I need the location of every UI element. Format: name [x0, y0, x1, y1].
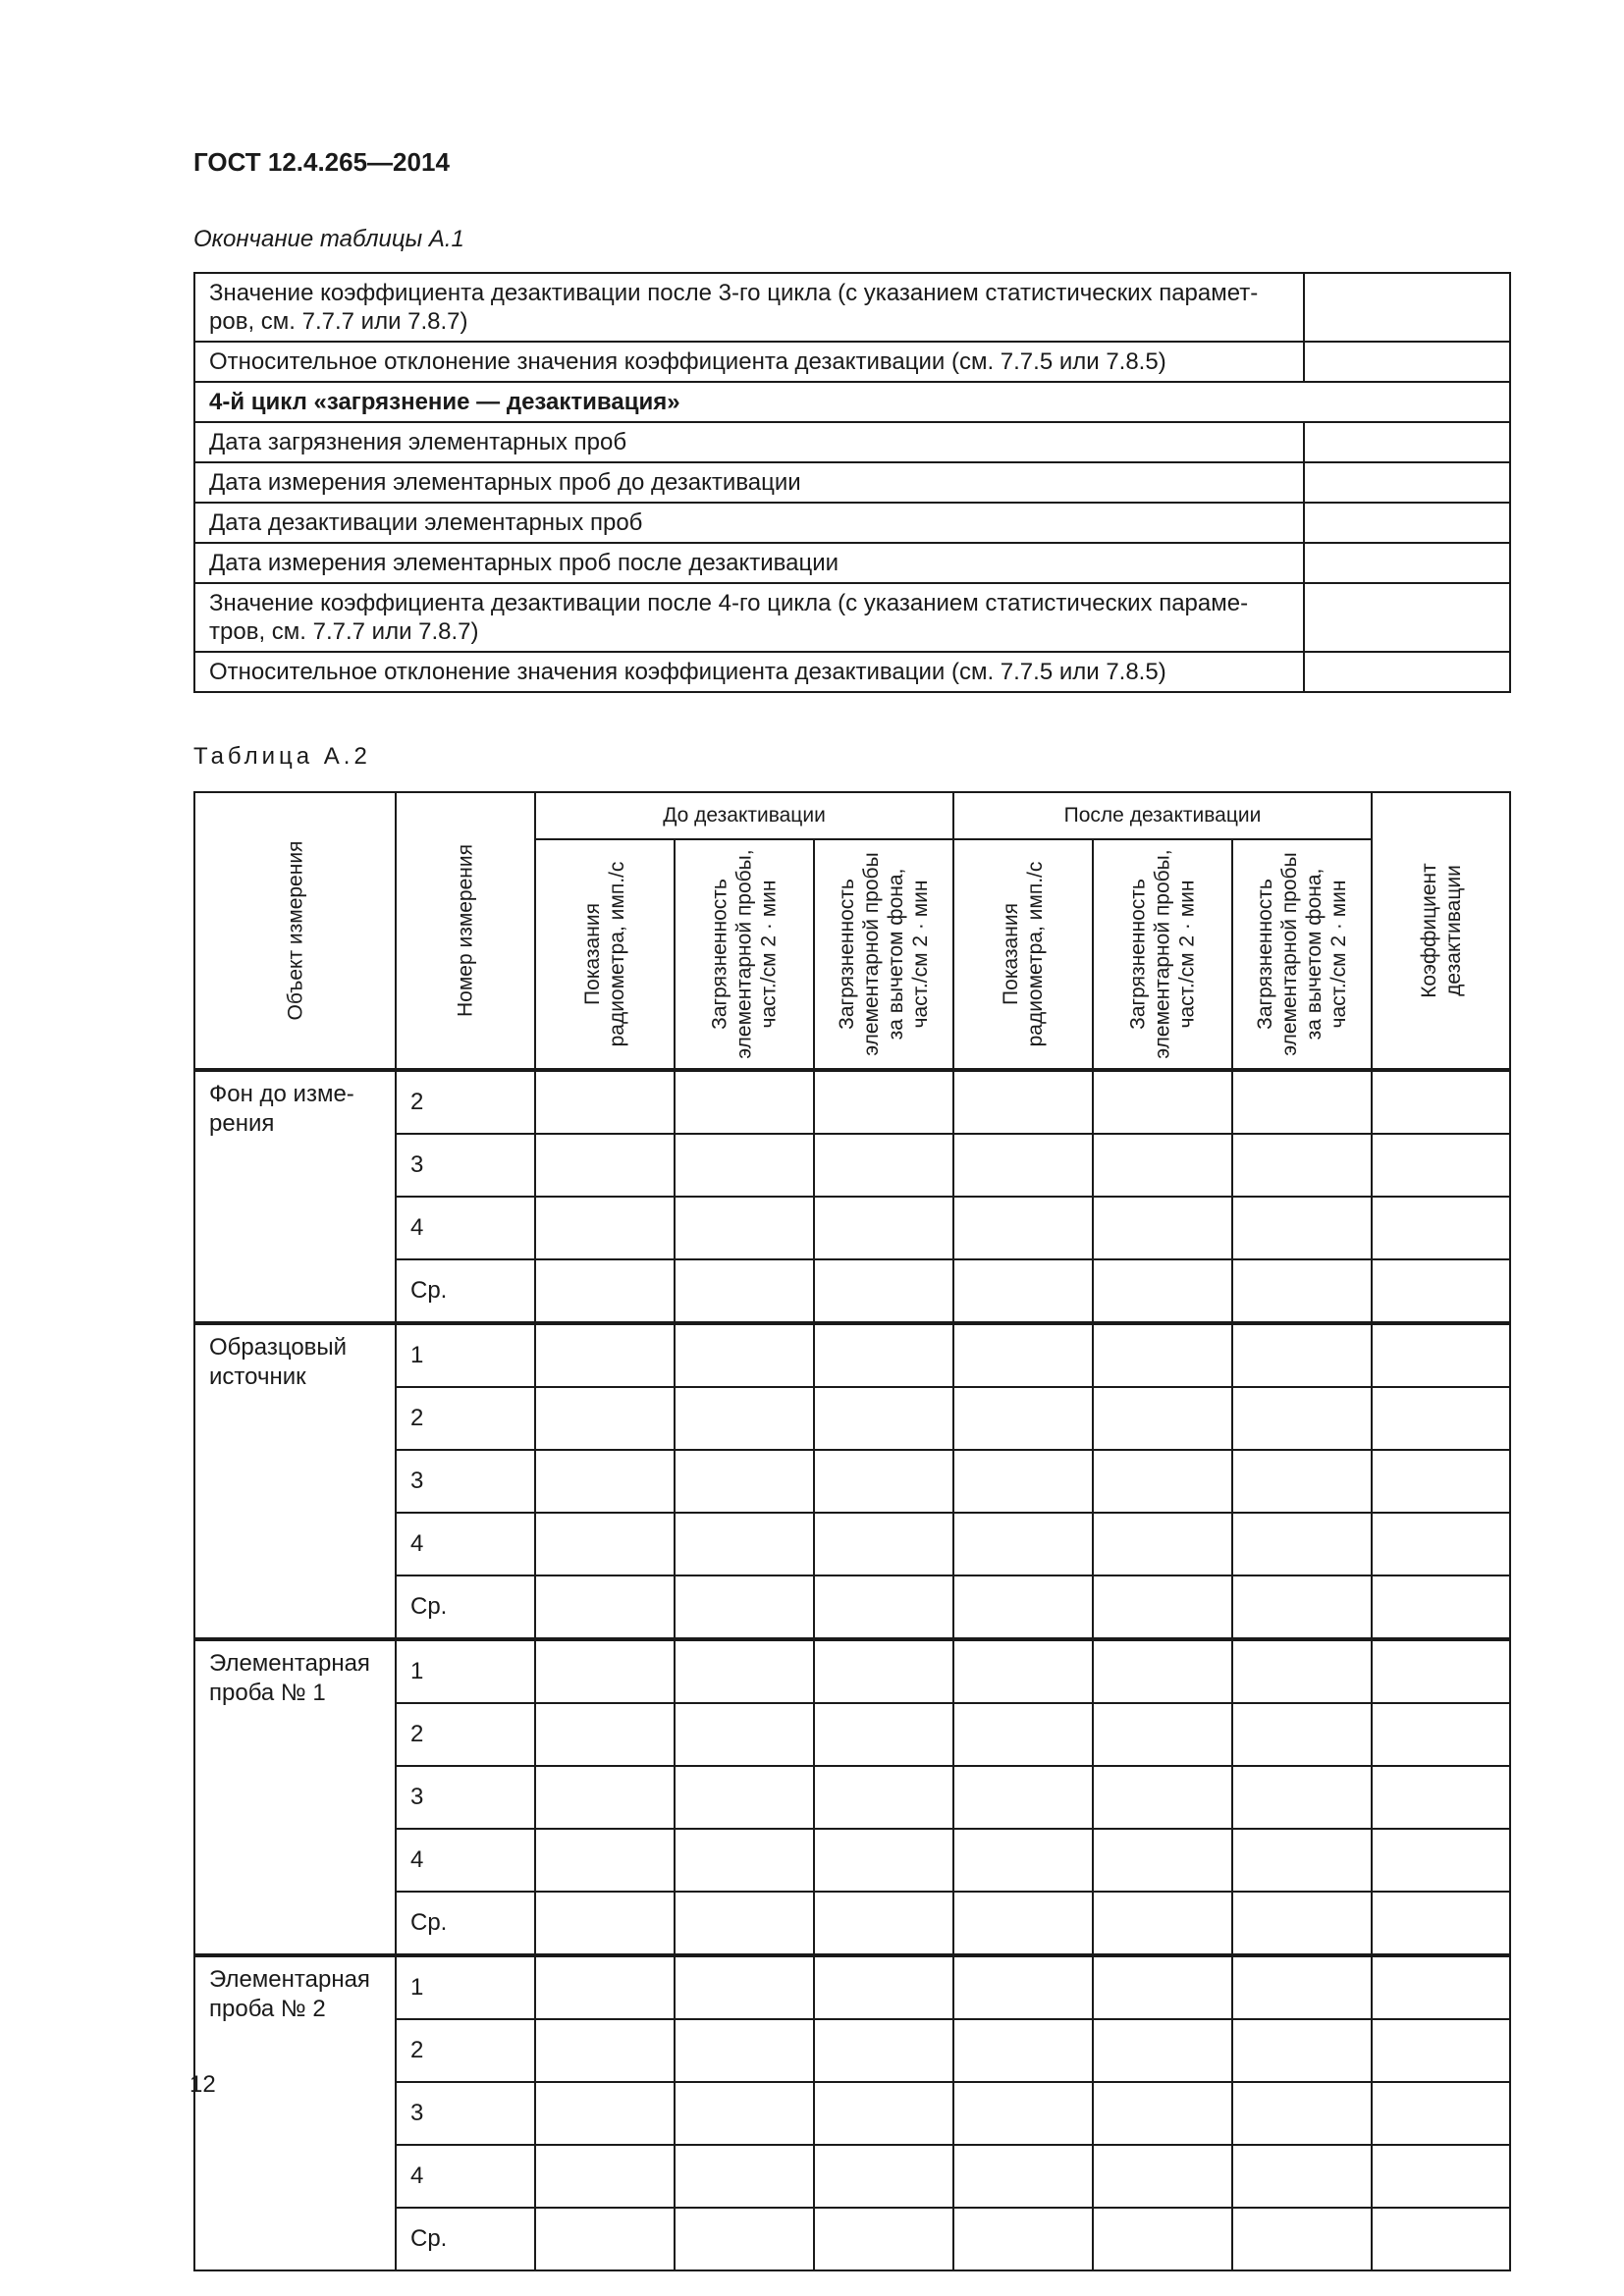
data-entry-cell[interactable] [535, 2208, 675, 2270]
data-entry-cell[interactable] [953, 1323, 1093, 1387]
table-a1 [193, 272, 1511, 693]
data-entry-cell[interactable] [953, 2019, 1093, 2082]
data-entry-cell[interactable] [814, 1703, 953, 1766]
data-entry-cell[interactable] [1093, 2208, 1232, 2270]
page-number: 12 [189, 2071, 216, 2098]
object-cell: Образцовый источник [194, 1323, 396, 1639]
measurement-number-cell: 2 [396, 1703, 535, 1766]
data-entry-cell[interactable] [814, 1766, 953, 1829]
data-entry-cell[interactable] [1232, 1639, 1372, 1703]
data-entry-cell[interactable] [675, 1070, 814, 1134]
data-entry-cell[interactable] [535, 1639, 675, 1703]
data-entry-cell[interactable] [1093, 1575, 1232, 1639]
measurement-number-cell: 1 [396, 1955, 535, 2019]
data-entry-cell[interactable] [535, 1575, 675, 1639]
data-entry-cell[interactable] [814, 1892, 953, 1955]
measurement-number-cell: 2 [396, 2019, 535, 2082]
row-label: Значение коэффициента дезактивации после 4-го цикла (с указанием статистических параме-тров, см. 7.7.7 или 7.8.7) [194, 583, 1304, 652]
data-entry-cell[interactable] [1372, 1323, 1510, 1387]
measurement-number-cell: 4 [396, 1829, 535, 1892]
data-entry-cell[interactable] [1372, 1134, 1510, 1197]
data-entry-cell[interactable] [1232, 2208, 1372, 2270]
row-label: Значение коэффициента дезактивации после 3-го цикла (с указанием статистических парамет-ров, см. 7.7.7 или 7.8.7) [194, 273, 1304, 342]
table-a1-row [194, 342, 1510, 382]
data-entry-cell[interactable] [1372, 1070, 1510, 1134]
data-entry-cell[interactable] [1093, 1703, 1232, 1766]
row-value-cell[interactable] [1304, 462, 1510, 503]
data-entry-cell[interactable] [953, 1829, 1093, 1892]
data-entry-cell[interactable] [1232, 1703, 1372, 1766]
data-entry-cell[interactable] [1093, 1387, 1232, 1450]
measurement-number-cell: 3 [396, 2082, 535, 2145]
document-code: ГОСТ 12.4.265—2014 [193, 147, 450, 177]
data-entry-cell[interactable] [1372, 1259, 1510, 1323]
data-entry-cell[interactable] [675, 1639, 814, 1703]
table-a1-row [194, 273, 1510, 342]
data-entry-cell[interactable] [1372, 1513, 1510, 1575]
data-entry-cell[interactable] [1372, 1639, 1510, 1703]
data-entry-cell[interactable] [535, 1829, 675, 1892]
measurement-number-cell: 4 [396, 1197, 535, 1259]
data-entry-cell[interactable] [814, 1575, 953, 1639]
data-entry-cell[interactable] [1372, 1892, 1510, 1955]
data-entry-cell[interactable] [1372, 1766, 1510, 1829]
data-entry-cell[interactable] [1372, 2145, 1510, 2208]
data-entry-cell[interactable] [675, 1513, 814, 1575]
measurement-number-cell: Ср. [396, 2208, 535, 2270]
data-entry-cell[interactable] [953, 1892, 1093, 1955]
data-entry-cell[interactable] [1093, 2145, 1232, 2208]
measurement-number-cell: 1 [396, 1639, 535, 1703]
data-entry-cell[interactable] [814, 1639, 953, 1703]
data-entry-cell[interactable] [1232, 1134, 1372, 1197]
data-entry-cell[interactable] [1372, 1829, 1510, 1892]
data-entry-cell[interactable] [1372, 1955, 1510, 2019]
data-entry-cell[interactable] [535, 1703, 675, 1766]
data-entry-cell[interactable] [1093, 1766, 1232, 1829]
data-entry-cell[interactable] [535, 1387, 675, 1450]
data-entry-cell[interactable] [953, 1259, 1093, 1323]
data-entry-cell[interactable] [953, 1955, 1093, 2019]
data-entry-cell[interactable] [953, 1197, 1093, 1259]
header-before-net-contamination: Загрязненность элементарной пробы за вычетом фона, част./см 2 · мин [814, 839, 953, 1070]
data-entry-cell[interactable] [675, 1259, 814, 1323]
data-entry-cell[interactable] [1093, 1259, 1232, 1323]
data-entry-cell[interactable] [1093, 1639, 1232, 1703]
data-entry-cell[interactable] [1093, 1323, 1232, 1387]
data-entry-cell[interactable] [1232, 1513, 1372, 1575]
data-entry-cell[interactable] [675, 2019, 814, 2082]
data-entry-cell[interactable] [1232, 1450, 1372, 1513]
data-entry-cell[interactable] [814, 1323, 953, 1387]
data-entry-cell[interactable] [814, 2082, 953, 2145]
data-entry-cell[interactable] [1232, 2019, 1372, 2082]
data-entry-cell[interactable] [814, 1070, 953, 1134]
data-entry-cell[interactable] [1372, 2082, 1510, 2145]
data-entry-cell[interactable] [535, 1450, 675, 1513]
data-entry-cell[interactable] [675, 1575, 814, 1639]
data-entry-cell[interactable] [814, 1197, 953, 1259]
data-entry-cell[interactable] [1093, 1892, 1232, 1955]
data-entry-cell[interactable] [953, 2145, 1093, 2208]
data-entry-cell[interactable] [1232, 1387, 1372, 1450]
data-entry-cell[interactable] [1093, 1070, 1232, 1134]
data-entry-cell[interactable] [814, 1259, 953, 1323]
data-entry-cell[interactable] [814, 2145, 953, 2208]
data-entry-cell[interactable] [953, 1450, 1093, 1513]
table-a1-row [194, 422, 1510, 462]
measurement-number-cell: Ср. [396, 1892, 535, 1955]
section-heading: 4-й цикл «загрязнение — дезактивация» [194, 382, 1510, 422]
data-entry-cell[interactable] [1232, 1197, 1372, 1259]
data-entry-cell[interactable] [953, 1134, 1093, 1197]
data-entry-cell[interactable] [535, 1134, 675, 1197]
data-entry-cell[interactable] [814, 1387, 953, 1450]
data-entry-cell[interactable] [1093, 1955, 1232, 2019]
header-before-contamination: Загрязненность элементарной пробы, част./см 2 · мин [675, 839, 814, 1070]
data-entry-cell[interactable] [1232, 1892, 1372, 1955]
table-a1-row [194, 543, 1510, 583]
data-entry-cell[interactable] [1232, 1259, 1372, 1323]
data-entry-cell[interactable] [953, 1639, 1093, 1703]
data-entry-cell[interactable] [814, 2208, 953, 2270]
row-value-cell[interactable] [1304, 583, 1510, 652]
data-entry-cell[interactable] [675, 2082, 814, 2145]
data-entry-cell[interactable] [1093, 1829, 1232, 1892]
data-entry-cell[interactable] [675, 1766, 814, 1829]
row-value-cell[interactable] [1304, 422, 1510, 462]
data-entry-cell[interactable] [675, 1955, 814, 2019]
data-entry-cell[interactable] [1232, 1070, 1372, 1134]
table-a2 [193, 791, 1511, 2271]
data-entry-cell[interactable] [535, 1259, 675, 1323]
data-entry-cell[interactable] [953, 1703, 1093, 1766]
data-entry-cell[interactable] [675, 1450, 814, 1513]
data-entry-cell[interactable] [1093, 1134, 1232, 1197]
data-entry-cell[interactable] [675, 1323, 814, 1387]
header-before: До дезактивации [535, 792, 953, 839]
data-entry-cell[interactable] [535, 1513, 675, 1575]
header-after-contamination: Загрязненность элементарной пробы, част./см 2 · мин [1093, 839, 1232, 1070]
header-after-net-contamination: Загрязненность элементарной пробы за вычетом фона, част./см 2 · мин [1232, 839, 1372, 1070]
data-entry-cell[interactable] [535, 2145, 675, 2208]
data-entry-cell[interactable] [814, 1829, 953, 1892]
data-entry-cell[interactable] [953, 1070, 1093, 1134]
data-entry-cell[interactable] [814, 1955, 953, 2019]
table-row [194, 1323, 1510, 1387]
table-a2-caption: Таблица А.2 [193, 743, 371, 770]
data-entry-cell[interactable] [953, 1766, 1093, 1829]
data-entry-cell[interactable] [535, 1197, 675, 1259]
data-entry-cell[interactable] [675, 2145, 814, 2208]
data-entry-cell[interactable] [675, 1387, 814, 1450]
data-entry-cell[interactable] [814, 1513, 953, 1575]
object-cell: Элементарная проба № 1 [194, 1639, 396, 1955]
table-a1-row [194, 382, 1510, 422]
table-a1-row [194, 462, 1510, 503]
data-entry-cell[interactable] [675, 1703, 814, 1766]
row-value-cell[interactable] [1304, 273, 1510, 342]
data-entry-cell[interactable] [1232, 2082, 1372, 2145]
object-cell: Элементарная проба № 2 [194, 1955, 396, 2270]
measurement-number-cell: Ср. [396, 1259, 535, 1323]
measurement-number-cell: 1 [396, 1323, 535, 1387]
data-entry-cell[interactable] [535, 1070, 675, 1134]
data-entry-cell[interactable] [1232, 1575, 1372, 1639]
measurement-number-cell: Ср. [396, 1575, 535, 1639]
data-entry-cell[interactable] [1232, 1955, 1372, 2019]
data-entry-cell[interactable] [675, 1134, 814, 1197]
data-entry-cell[interactable] [814, 1134, 953, 1197]
data-entry-cell[interactable] [1372, 1197, 1510, 1259]
measurement-number-cell: 3 [396, 1766, 535, 1829]
data-entry-cell[interactable] [1372, 1703, 1510, 1766]
header-after-radiometer: Показания радиометра, имп./с [953, 839, 1093, 1070]
data-entry-cell[interactable] [1372, 2208, 1510, 2270]
measurement-number-cell: 4 [396, 1513, 535, 1575]
data-entry-cell[interactable] [1093, 2019, 1232, 2082]
row-label: Дата дезактивации элементарных проб [194, 503, 1304, 543]
data-entry-cell[interactable] [953, 2208, 1093, 2270]
row-label: Дата загрязнения элементарных проб [194, 422, 1304, 462]
data-entry-cell[interactable] [1372, 1387, 1510, 1450]
measurement-number-cell: 2 [396, 1070, 535, 1134]
data-entry-cell[interactable] [535, 1323, 675, 1387]
data-entry-cell[interactable] [535, 2019, 675, 2082]
table-a1-row [194, 583, 1510, 652]
header-coef: Коэффициент дезактивации [1372, 792, 1510, 1070]
object-cell: Фон до изме-рения [194, 1070, 396, 1323]
table-a1-row [194, 652, 1510, 692]
row-label: Относительное отклонение значения коэффициента дезактивации (см. 7.7.5 или 7.8.5) [194, 652, 1304, 692]
table-row [194, 1955, 1510, 2019]
measurement-number-cell: 3 [396, 1450, 535, 1513]
data-entry-cell[interactable] [1232, 1323, 1372, 1387]
data-entry-cell[interactable] [1372, 2019, 1510, 2082]
data-entry-cell[interactable] [1093, 2082, 1232, 2145]
header-before-radiometer: Показания радиометра, имп./с [535, 839, 675, 1070]
row-label: Дата измерения элементарных проб до дезактивации [194, 462, 1304, 503]
header-object: Объект измерения [194, 792, 396, 1070]
table-row [194, 1070, 1510, 1134]
data-entry-cell[interactable] [535, 1766, 675, 1829]
data-entry-cell[interactable] [953, 1513, 1093, 1575]
table-a1-caption: Окончание таблицы А.1 [193, 226, 464, 252]
data-entry-cell[interactable] [675, 1197, 814, 1259]
header-after: После дезактивации [953, 792, 1372, 839]
row-value-cell[interactable] [1304, 342, 1510, 382]
data-entry-cell[interactable] [1372, 1575, 1510, 1639]
data-entry-cell[interactable] [1093, 1513, 1232, 1575]
data-entry-cell[interactable] [675, 1892, 814, 1955]
measurement-number-cell: 4 [396, 2145, 535, 2208]
data-entry-cell[interactable] [535, 2082, 675, 2145]
data-entry-cell[interactable] [675, 2208, 814, 2270]
table-a1-row [194, 503, 1510, 543]
row-value-cell[interactable] [1304, 652, 1510, 692]
data-entry-cell[interactable] [814, 1450, 953, 1513]
data-entry-cell[interactable] [814, 2019, 953, 2082]
data-entry-cell[interactable] [1372, 1450, 1510, 1513]
row-value-cell[interactable] [1304, 503, 1510, 543]
header-number: Номер измерения [396, 792, 535, 1070]
measurement-number-cell: 2 [396, 1387, 535, 1450]
data-entry-cell[interactable] [1232, 1766, 1372, 1829]
data-entry-cell[interactable] [1093, 1450, 1232, 1513]
data-entry-cell[interactable] [953, 1387, 1093, 1450]
data-entry-cell[interactable] [953, 2082, 1093, 2145]
row-label: Дата измерения элементарных проб после дезактивации [194, 543, 1304, 583]
data-entry-cell[interactable] [675, 1829, 814, 1892]
measurement-number-cell: 3 [396, 1134, 535, 1197]
data-entry-cell[interactable] [535, 1955, 675, 2019]
row-label: Относительное отклонение значения коэффициента дезактивации (см. 7.7.5 или 7.8.5) [194, 342, 1304, 382]
data-entry-cell[interactable] [1232, 2145, 1372, 2208]
data-entry-cell[interactable] [1232, 1829, 1372, 1892]
table-row [194, 1639, 1510, 1703]
data-entry-cell[interactable] [953, 1575, 1093, 1639]
data-entry-cell[interactable] [535, 1892, 675, 1955]
row-value-cell[interactable] [1304, 543, 1510, 583]
data-entry-cell[interactable] [1093, 1197, 1232, 1259]
